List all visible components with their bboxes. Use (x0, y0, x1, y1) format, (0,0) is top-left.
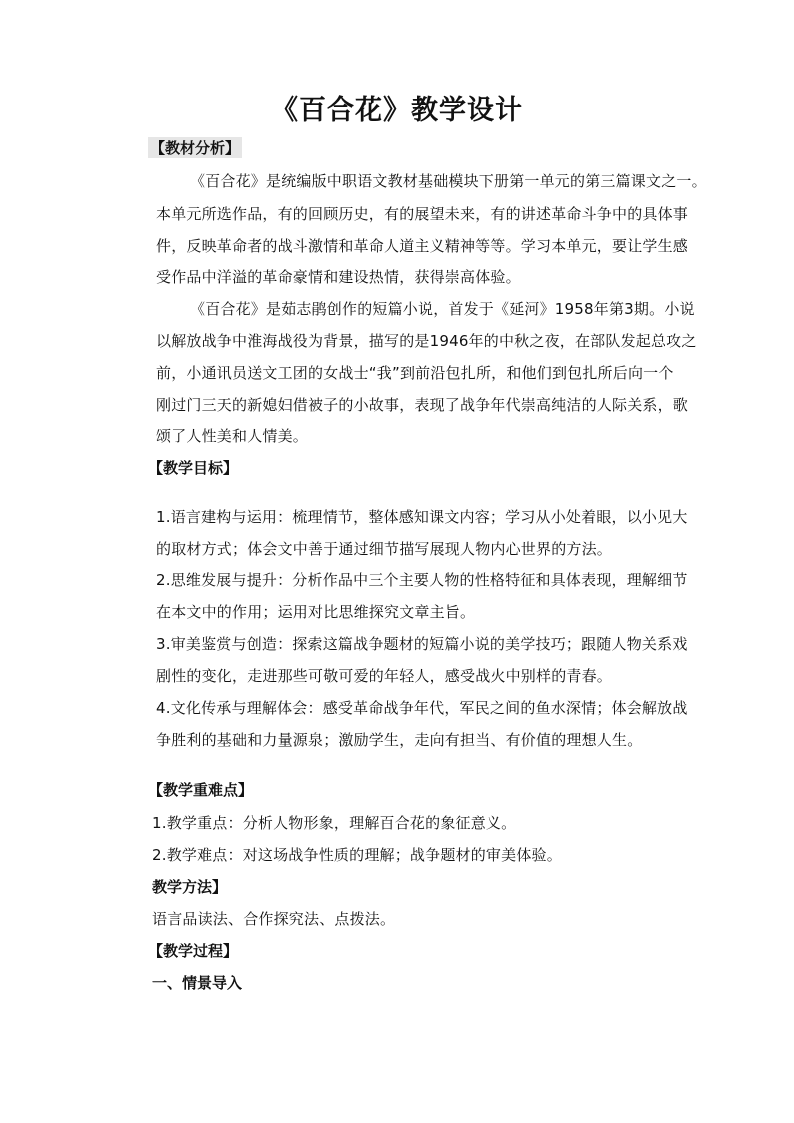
keypoint-line: 2.教学难点：对这场战争性质的理解；战争题材的审美体验。 (152, 846, 562, 864)
paragraph-line: 本单元所选作品，有的回顾历史，有的展望未来，有的讲述革命斗争中的具体事 (156, 205, 689, 223)
goal-line: 3.审美鉴赏与创造：探索这篇战争题材的短篇小说的美学技巧；跟随人物关系戏 (156, 635, 688, 653)
paragraph-line: 前，小通讯员送文工团的女战士“我”到前沿包扎所，和他们到包扎所后向一个 (156, 364, 674, 382)
paragraph-line: 刚过门三天的新媳妇借被子的小故事，表现了战争年代崇高纯洁的人际关系，歌 (156, 396, 689, 414)
section-heading-analysis: 【教材分析】 (150, 139, 241, 157)
paragraph-line: 受作品中洋溢的革命豪情和建设热情，获得崇高体验。 (156, 268, 521, 286)
paragraph-line: 《百合花》是统编版中职语文教材基础模块下册第一单元的第三篇课文之一。 (190, 172, 707, 190)
section-heading-methods: 教学方法】 (152, 878, 228, 896)
goal-line: 1.语言建构与运用：梳理情节，整体感知课文内容；学习从小处着眼，以小见大 (156, 508, 688, 526)
goal-line: 剧性的变化，走进那些可敬可爱的年轻人，感受战火中别样的青春。 (156, 667, 613, 685)
goal-line: 在本文中的作用；运用对比思维探究文章主旨。 (156, 603, 476, 621)
goal-line: 的取材方式；体会文中善于通过细节描写展现人物内心世界的方法。 (156, 540, 613, 558)
process-subheading: 一、情景导入 (152, 974, 243, 992)
paragraph-line: 《百合花》是茹志鹃创作的短篇小说，首发于《延河》1958年第3期。小说 (190, 300, 695, 318)
paragraph-line: 颂了人性美和人情美。 (156, 427, 309, 445)
paragraph-line: 件，反映革命者的战斗激情和革命人道主义精神等等。学习本单元，要让学生感 (156, 237, 689, 255)
goal-line: 4.文化传承与理解体会：感受革命战争年代，军民之间的鱼水深情；体会解放战 (156, 699, 688, 717)
section-heading-keypoints: 【教学重难点】 (148, 781, 254, 799)
goal-line: 争胜利的基础和力量源泉；激励学生，走向有担当、有价值的理想人生。 (156, 731, 643, 749)
keypoint-line: 1.教学重点：分析人物形象，理解百合花的象征意义。 (152, 814, 517, 832)
paragraph-line: 以解放战争中淮海战役为背景，描写的是1946年的中秋之夜，在部队发起总攻之 (156, 332, 697, 350)
document-title: 《百合花》教学设计 (271, 95, 523, 126)
section-heading-goals: 【教学目标】 (148, 459, 239, 477)
section-heading-process: 【教学过程】 (148, 942, 239, 960)
goal-line: 2.思维发展与提升：分析作品中三个主要人物的性格特征和具体表现，理解细节 (156, 571, 688, 589)
methods-line: 语言品读法、合作探究法、点拨法。 (152, 910, 396, 928)
